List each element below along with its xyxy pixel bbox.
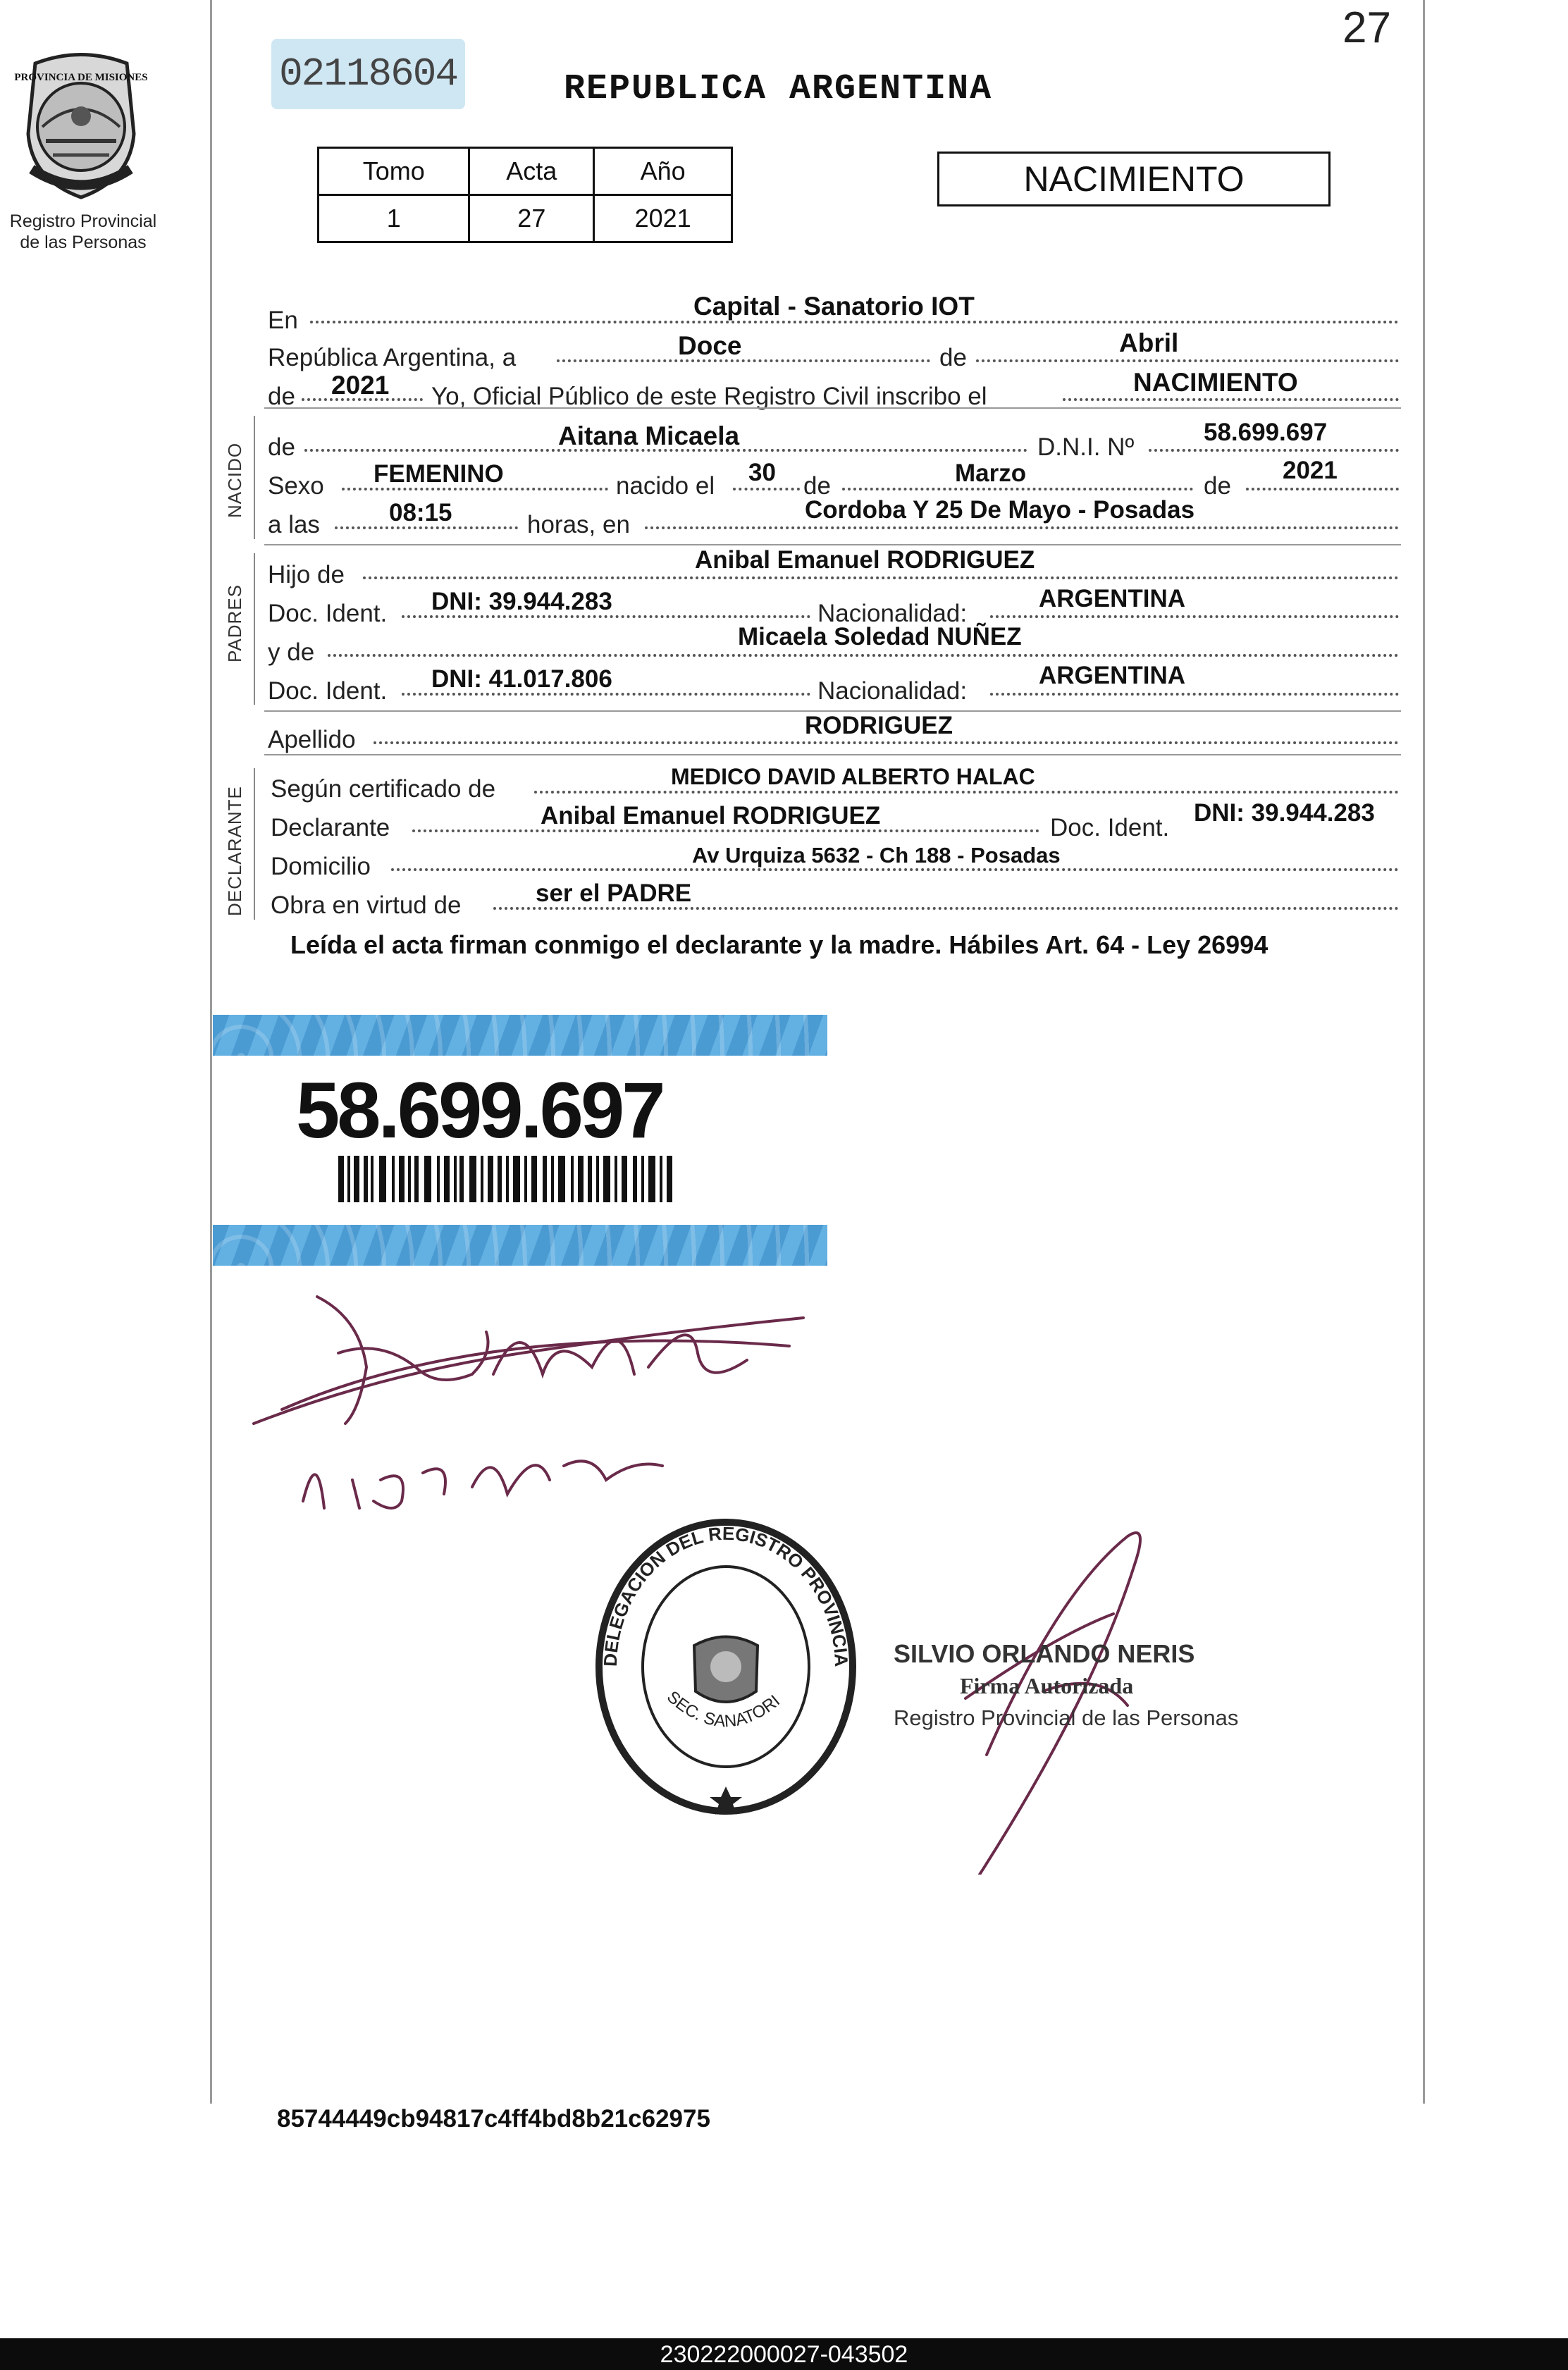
right-margin-line [1423,0,1425,2104]
de-label: de [939,344,967,371]
year-value: 2021 [331,371,390,400]
sexo-label: Sexo [268,472,324,500]
signatures [240,1269,817,1536]
seal-outer-text: DELEGACIÓN DEL REGISTRO PROVINCIA [599,1522,853,1667]
birth-month-value: Marzo [955,459,1027,487]
lugar-dots [645,526,1399,529]
tomo-header: Tomo [319,148,469,195]
birth-de2-label: de [1204,472,1231,500]
official-name: SILVIO ORLANDO NERIS [894,1639,1195,1668]
declarante-label: Declarante [271,814,390,841]
birth-de-label: de [803,472,831,500]
nacido-el-label: nacido el [616,472,715,500]
republica-label: República Argentina, a [268,344,517,371]
logo-text: PROVINCIA DE MISIONES [14,72,148,83]
lugar-value: Cordoba Y 25 De Mayo - Posadas [805,496,1195,524]
apellido-label: Apellido [268,726,356,753]
official-office: Registro Provincial de las Personas [894,1705,1239,1730]
horas-en-label: horas, en [527,511,630,538]
padre-nac-value: ARGENTINA [1039,585,1186,612]
rule-4 [264,754,1401,755]
yo-label: Yo, Oficial Público de este Registro Civil inscribo el [431,383,987,410]
decl-doc-label: Doc. Ident. [1050,814,1170,841]
domicilio-dots [391,868,1399,871]
month-value: Abril [1119,328,1179,357]
madre-nac-dots [990,693,1399,696]
day-dots [557,359,930,362]
birth-day-value: 30 [748,459,776,486]
handwritten-signature-icon [240,1269,817,1536]
en-label: En [268,307,298,334]
decl-doc-value: DNI: 39.944.283 [1194,799,1375,827]
nombre-label: de [268,433,295,461]
barcode-number: 58.699.697 [296,1066,663,1154]
doc-ident2-label: Doc. Ident. [268,677,388,705]
padre-doc-dots [402,615,810,618]
apellido-value: RODRIGUEZ [805,712,953,739]
madre-doc-dots [402,693,810,696]
barcode-band-top [213,1015,827,1056]
nacionalidad-label: Nacionalidad: [817,600,968,627]
padres-side-label: PADRES [224,584,245,662]
birth-year-value: 2021 [1283,457,1338,484]
acta-header: Acta [469,148,594,195]
birth-year-dots [1246,488,1399,490]
a-las-label: a las [268,511,320,538]
padre-dots [363,576,1399,579]
anio-header: Año [594,148,732,195]
acta-value: 27 [469,195,594,242]
rule-2 [264,544,1401,545]
obra-label: Obra en virtud de [271,891,462,919]
hash-code: 85744449cb94817c4ff4bd8b21c62975 [277,2105,710,2133]
footer-code: 230222000027-043502 [660,2341,908,2368]
rule-1 [264,407,1401,409]
sexo-value: FEMENINO [374,460,504,488]
en-dots [310,321,1399,323]
dni-value: 58.699.697 [1204,419,1328,446]
record-table [317,147,733,243]
padre-nac-dots [990,615,1399,618]
barcode-band-bottom [213,1225,827,1266]
en-value: Capital - Sanatorio IOT [693,292,975,321]
provincial-shield-icon [14,49,148,204]
certificado-dots [534,791,1399,794]
declarante-dots [412,829,1039,832]
madre-dots [328,654,1399,657]
declarante-side-label: DECLARANTE [224,786,245,916]
header-title: REPUBLICA ARGENTINA [564,69,993,109]
hora-dots [335,526,518,529]
padre-doc-value: DNI: 39.944.283 [431,588,612,615]
y-de-label: y de [268,638,315,666]
dni-label: D.N.I. Nº [1037,433,1135,461]
obra-dots [493,907,1399,910]
inscribo-dots [1063,398,1399,401]
barcode-icon [338,1156,677,1202]
left-margin-line [210,0,212,2104]
seal-inner-text: SEC. SANATORI [663,1687,784,1732]
nacido-bar [254,416,255,539]
domicilio-label: Domicilio [271,853,371,880]
sexo-dots [342,488,608,490]
month-dots [976,359,1399,362]
tomo-value: 1 [319,195,469,242]
apellido-dots [374,741,1399,744]
closing-note: Leída el acta firman conmigo el declarante y la madre. Hábiles Art. 64 - Ley 26994 [290,930,1268,959]
registry-caption-2: de las Personas [20,233,147,252]
day-value: Doce [678,331,742,360]
inscribo-value: NACIMIENTO [1133,368,1298,397]
domicilio-value: Av Urquiza 5632 - Ch 188 - Posadas [692,843,1061,868]
certificado-label: Según certificado de [271,775,496,803]
nacionalidad2-label: Nacionalidad: [817,677,968,705]
page-number: 27 [1342,4,1391,52]
anio-value: 2021 [594,195,732,242]
padre-value: Anibal Emanuel RODRIGUEZ [695,546,1035,574]
barcode [338,1156,677,1202]
madre-value: Micaela Soledad NUÑEZ [738,623,1022,650]
birth-month-dots [842,488,1193,490]
seal-icon [588,1515,863,1818]
official-title: Firma Autorizada [960,1673,1134,1698]
registry-caption-1: Registro Provincial [9,211,157,231]
birth-day-dots [733,488,800,490]
padres-bar [254,553,255,705]
de2-label: de [268,383,295,410]
dni-dots [1149,449,1399,452]
declarante-bar [254,768,255,920]
nacido-side-label: NACIDO [224,442,245,518]
obra-value: ser el PADRE [536,880,692,907]
madre-nac-value: ARGENTINA [1039,662,1186,689]
nombre-value: Aitana Micaela [558,421,740,450]
registry-logo [14,49,148,211]
stamp-code: 02118604 [271,39,465,109]
footer-bar [0,2338,1568,2370]
official-seal [588,1515,863,1818]
madre-doc-value: DNI: 41.017.806 [431,665,612,693]
declarante-value: Anibal Emanuel RODRIGUEZ [541,802,881,829]
doc-ident-label: Doc. Ident. [268,600,388,627]
hijo-de-label: Hijo de [268,561,345,588]
certificado-value: MEDICO DAVID ALBERTO HALAC [671,764,1035,789]
hora-value: 08:15 [389,499,452,526]
record-type-box: NACIMIENTO [937,152,1331,206]
